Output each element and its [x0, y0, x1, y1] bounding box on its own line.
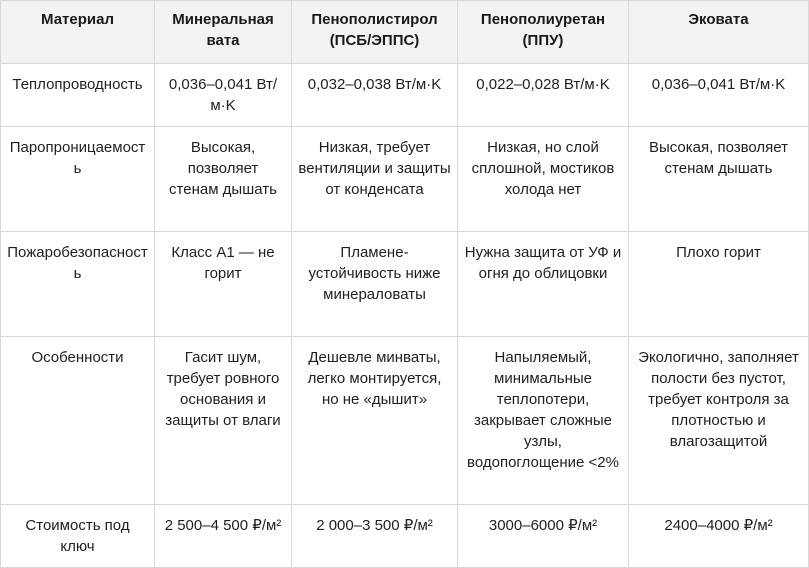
table-cell: 0,022–0,028 Вт/м·K — [458, 64, 629, 127]
table-cell: 0,036–0,041 Вт/м·K — [155, 64, 292, 127]
table-cell: 0,036–0,041 Вт/м·K — [629, 64, 809, 127]
table-cell: Низкая, требует вентиляции и защиты от конденсата — [292, 127, 458, 232]
table-row — [1, 505, 809, 568]
table-cell: Экологично, заполняет полости без пустот, требует контроля за плотностью и влагозащитой — [629, 337, 809, 505]
header-ecowool: Эковата — [629, 1, 809, 64]
table-cell: 0,032–0,038 Вт/м·K — [292, 64, 458, 127]
row-label: Теплопроводность — [1, 64, 155, 127]
row-label: Пожаробезопасность — [1, 232, 155, 337]
table-cell: Высокая, позволяет стенам дышать — [629, 127, 809, 232]
table-cell: Пламенеустойчивость ниже минераловаты — [292, 232, 458, 337]
table-cell: Нужна защита от УФ и огня до облицовки — [458, 232, 629, 337]
header-polyurethane: Пенополиуретан (ППУ) — [458, 1, 629, 64]
table-cell: Плохо горит — [629, 232, 809, 337]
table-cell: 2 000–3 500 ₽/м² — [292, 505, 458, 568]
header-polystyrene: Пенополистирол (ПСБ/ЭППС) — [292, 1, 458, 64]
table-cell: Класс А1 — не горит — [155, 232, 292, 337]
row-label: Стоимость под ключ — [1, 505, 155, 568]
table-row — [1, 232, 809, 337]
table-header-row — [1, 1, 809, 64]
row-label: Особенности — [1, 337, 155, 505]
table-cell: 2400–4000 ₽/м² — [629, 505, 809, 568]
table-cell: 2 500–4 500 ₽/м² — [155, 505, 292, 568]
table-cell: Низкая, но слой сплошной, мостиков холода нет — [458, 127, 629, 232]
table-cell: 3000–6000 ₽/м² — [458, 505, 629, 568]
header-material: Материал — [1, 1, 155, 64]
table-cell: Гасит шум, требует ровного основания и защиты от влаги — [155, 337, 292, 505]
table-row — [1, 127, 809, 232]
table-cell: Высокая, позволяет стенам дышать — [155, 127, 292, 232]
table-cell: Напыляемый, минимальные теплопотери, закрывает сложные узлы, водопоглощение <2% — [458, 337, 629, 505]
table-row — [1, 64, 809, 127]
header-mineral-wool: Минеральная вата — [155, 1, 292, 64]
table-cell: Дешевле минваты, легко монтируется, но не «дышит» — [292, 337, 458, 505]
table-row — [1, 337, 809, 505]
row-label: Паропроницаемость — [1, 127, 155, 232]
